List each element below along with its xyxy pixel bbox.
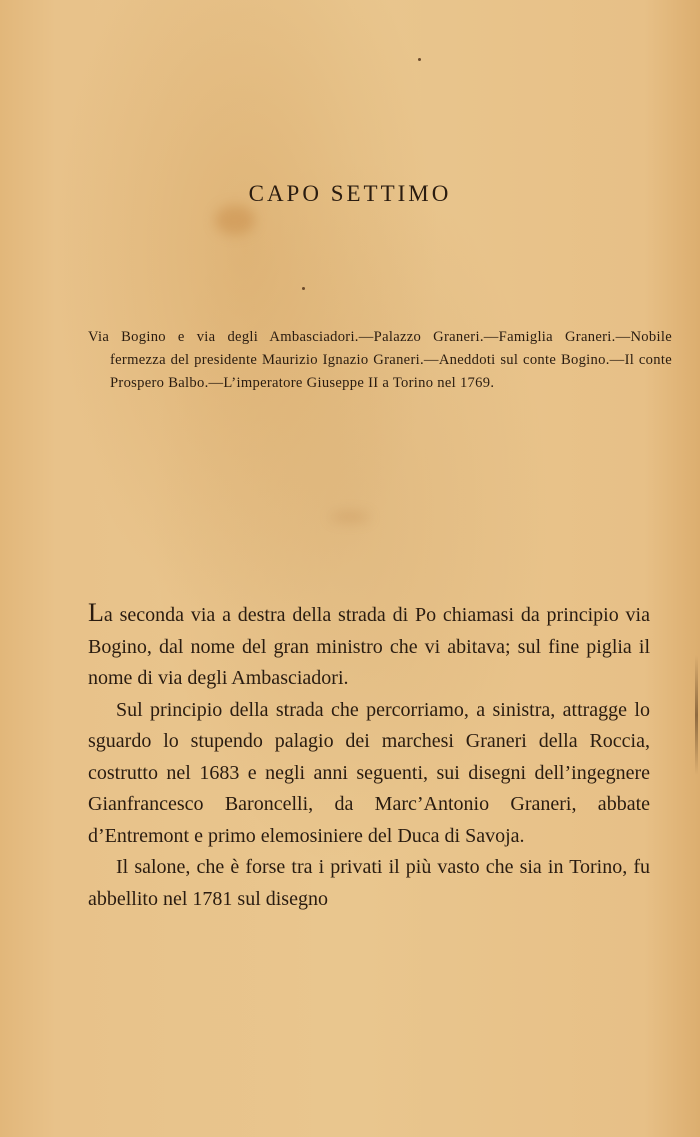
chapter-title: CAPO SETTIMO (248, 181, 452, 206)
paragraph-1 (88, 600, 650, 695)
paragraph-2: Sul principio della strada che percorriamo, a sinistra, attragge lo sguardo lo stupendo palagio dei marchesi Graneri della Roccia, costrutto nel 1683 e negli anni seguenti, sui disegni dell’ingegnere Gianfrancesco Baroncelli, da Marc’Antonio Graneri, abbate d’Entremont e primo elemosiniere del Duca di Savoja. (88, 698, 650, 847)
paper-stain (330, 512, 370, 522)
ink-speck (302, 287, 305, 290)
paragraph-3: Il salone, che è forse tra i privati il più vasto che sia in Torino, fu abbellito nel 1781 sul disegno (88, 856, 650, 910)
body-text (88, 600, 650, 915)
paper-stain (215, 205, 255, 235)
ink-speck (418, 58, 421, 61)
paragraph-1-text: a seconda via a destra della strada di Po chiamasi da principio via Bogino, dal nome del gran ministro che vi abitava; sul fine piglia il nome di via degli Ambasciadori. (88, 604, 650, 689)
drop-initial: L (88, 598, 104, 627)
page-edge-mark (695, 655, 698, 775)
chapter-summary: Via Bogino e via degli Ambasciadori.—Palazzo Graneri.—Famiglia Graneri.—Nobile fermezza del presidente Maurizio Ignazio Graneri.—Aneddoti sul conte Bogino.—Il conte Prospero Balbo.—L’imperatore Giuseppe II a Torino nel 1769. (88, 329, 672, 391)
